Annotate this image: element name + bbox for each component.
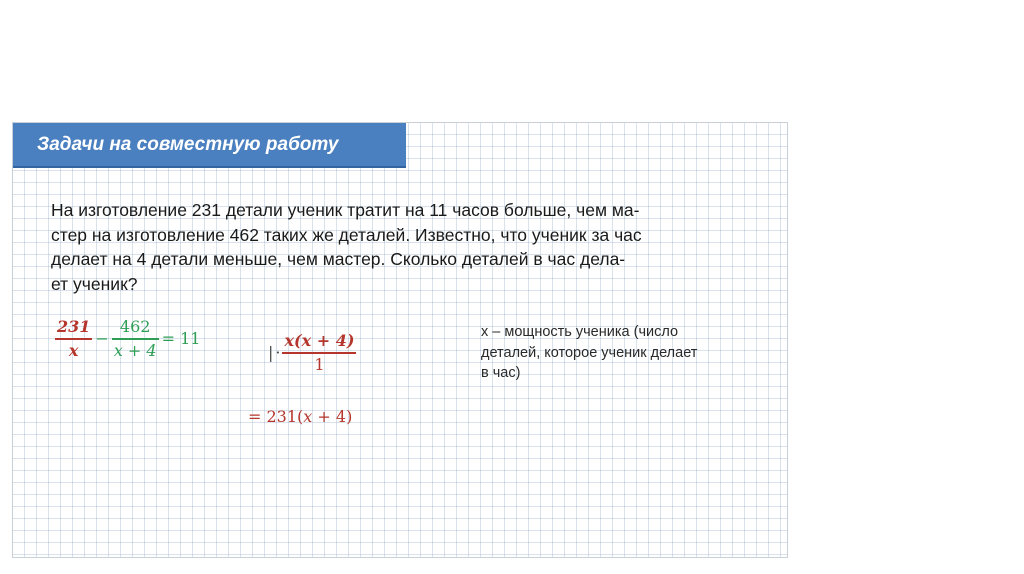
problem-line: ет ученик? — [51, 273, 138, 294]
fraction-denominator: x — [68, 340, 79, 360]
numerator-variable: x — [284, 331, 295, 350]
fraction-numerator: 462 — [119, 317, 151, 336]
fraction-numerator — [282, 330, 356, 352]
equals-11: = 11 — [161, 329, 201, 349]
note-line: в час) — [481, 365, 521, 381]
result-suffix: + 4) — [312, 407, 353, 426]
fraction-denominator: x + 4 — [113, 340, 157, 360]
problem-line: делает на 4 детали меньше, чем мастер. Сколько деталей в час дела- — [51, 249, 626, 269]
multiplier-expression — [268, 330, 356, 376]
variable-note — [481, 322, 781, 384]
problem-line: стер на изготовление 462 таких же деталей. Известно, что ученик за час — [51, 224, 642, 245]
slide-title-bar — [13, 123, 406, 168]
result-prefix: = 231( — [248, 407, 304, 426]
slide-title: Задачи на совместную работу — [37, 133, 339, 155]
note-line: деталей, которое ученик делает — [481, 344, 698, 361]
multiply-dot: · — [275, 343, 281, 363]
fraction-numerator: 231 — [57, 317, 91, 336]
result-variable: x — [303, 407, 313, 426]
fraction-462-over-x-plus-4 — [112, 316, 159, 362]
fraction-231-over-x — [55, 316, 92, 362]
multiplier-fraction — [282, 330, 356, 376]
fraction-denominator: 1 — [314, 354, 325, 374]
note-line: x – мощность ученика (число — [481, 324, 679, 340]
result-expression — [248, 407, 352, 426]
problem-line: На изготовление 231 детали ученик тратит на 11 часов больше, чем ма- — [51, 200, 640, 220]
main-equation — [55, 316, 203, 362]
numerator-rest: (x + 4) — [294, 331, 355, 350]
minus-sign: − — [95, 329, 109, 349]
problem-text — [51, 198, 766, 296]
pipe-symbol: | — [268, 343, 274, 363]
